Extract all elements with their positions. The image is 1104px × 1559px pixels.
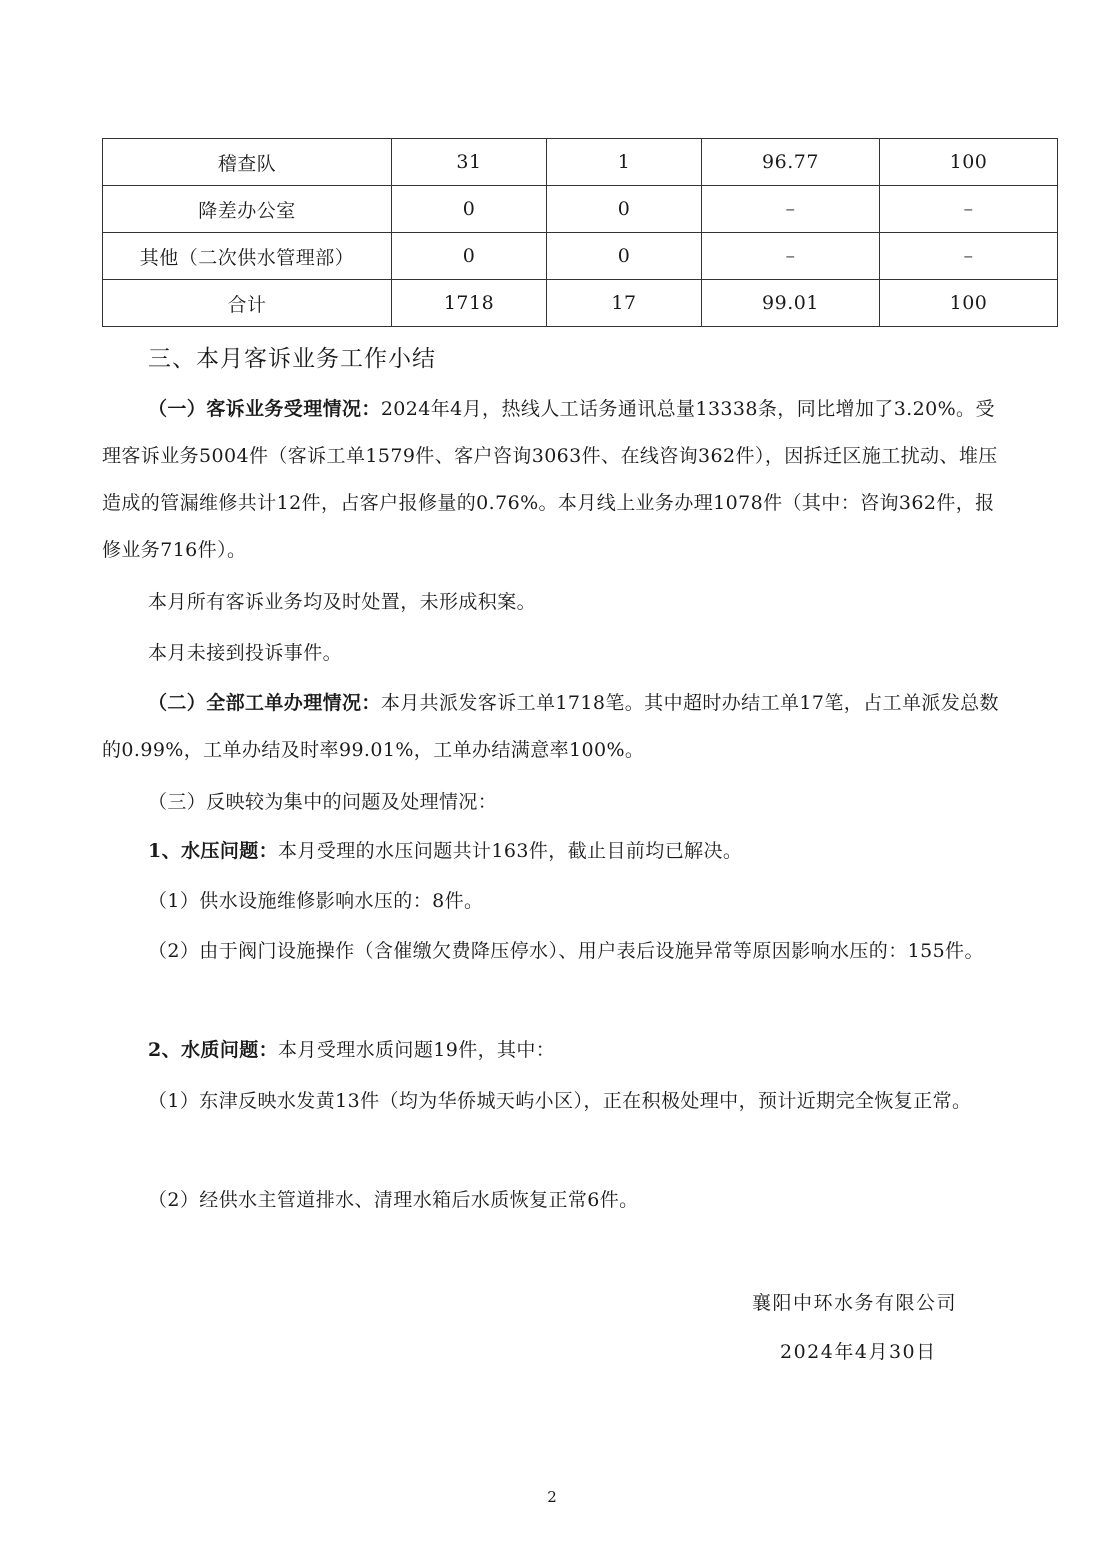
- signature-date: 2024年4月30日: [780, 1341, 937, 1363]
- paragraph-text: 2024年4月，热线人工话务通讯总量13338条，同比增加了3.20%。受理客诉业务5004件（客诉工单1579件、客户咨询3063件、在线咨询362件），因拆迁区施工扰动、堆压造成的管漏维修共计12件，占客户报修量的0.76%。本月线上业务办理1078件（其中：咨询362件，报修业务716件）。: [102, 398, 998, 561]
- paragraph-pressure-item-2: （2）由于阀门设施操作（含催缴欠费降压停水）、用户表后设施异常等原因影响水压的：155件。: [148, 940, 984, 962]
- table-row-total: [103, 280, 1058, 327]
- paragraph-label: （一）客诉业务受理情况：: [148, 398, 381, 420]
- table-cell-timely-rate: –: [702, 233, 880, 280]
- section-heading: 三、本月客诉业务工作小结: [148, 346, 436, 372]
- paragraph-water-quality: [102, 1027, 1002, 1074]
- table-cell-total: 0: [392, 186, 547, 233]
- signature-company: 襄阳中环水务有限公司: [752, 1292, 958, 1314]
- table-row: [103, 186, 1058, 233]
- stats-table: [102, 138, 1058, 327]
- paragraph-no-complaints: 本月未接到投诉事件。: [148, 642, 343, 664]
- paragraph-work-orders: [102, 680, 1002, 774]
- paragraph-label: 2、水质问题：: [148, 1039, 279, 1061]
- table-row: [103, 139, 1058, 186]
- paragraph-text: 本月受理的水压问题共计163件，截止目前均已解决。: [278, 840, 743, 862]
- table-cell-total: 0: [392, 233, 547, 280]
- table-cell-dept: 稽查队: [103, 139, 392, 186]
- table-cell-satisfaction-rate: –: [880, 233, 1058, 280]
- paragraph-quality-item-1: （1）东津反映水发黄13件（均为华侨城天屿小区），正在积极处理中，预计近期完全恢复正常。: [148, 1090, 972, 1112]
- paragraph-quality-item-2: （2）经供水主管道排水、清理水箱后水质恢复正常6件。: [148, 1189, 639, 1211]
- page-number: 2: [547, 1488, 557, 1506]
- paragraph-label: 1、水压问题：: [148, 840, 279, 862]
- table-cell-timely-rate: –: [702, 186, 880, 233]
- paragraph-issues-heading: （三）反映较为集中的问题及处理情况：: [148, 791, 498, 813]
- paragraph-pressure-item-1: （1）供水设施维修影响水压的：8件。: [148, 890, 484, 912]
- table-row: [103, 233, 1058, 280]
- table-cell-satisfaction-rate: 100: [880, 280, 1058, 327]
- table-cell-dept: 其他（二次供水管理部）: [103, 233, 392, 280]
- paragraph-water-pressure: [102, 828, 1002, 875]
- table-cell-overtime: 1: [547, 139, 702, 186]
- table-cell-total: 31: [392, 139, 547, 186]
- table-cell-timely-rate: 96.77: [702, 139, 880, 186]
- paragraph-no-backlog: 本月所有客诉业务均及时处置，未形成积案。: [148, 591, 537, 613]
- table-cell-overtime: 0: [547, 233, 702, 280]
- table-cell-satisfaction-rate: 100: [880, 139, 1058, 186]
- table-cell-dept: 合计: [103, 280, 392, 327]
- paragraph-acceptance: [102, 386, 1002, 574]
- table-cell-dept: 降差办公室: [103, 186, 392, 233]
- table-cell-overtime: 17: [547, 280, 702, 327]
- table-cell-total: 1718: [392, 280, 547, 327]
- table-cell-timely-rate: 99.01: [702, 280, 880, 327]
- paragraph-label: （二）全部工单办理情况：: [148, 692, 381, 714]
- paragraph-text: 本月共派发客诉工单1718笔。其中超时办结工单17笔，占工单派发总数的0.99%，工单办结及时率99.01%，工单办结满意率100%。: [102, 692, 999, 761]
- table-cell-satisfaction-rate: –: [880, 186, 1058, 233]
- table-cell-overtime: 0: [547, 186, 702, 233]
- paragraph-text: 本月受理水质问题19件，其中：: [278, 1039, 556, 1061]
